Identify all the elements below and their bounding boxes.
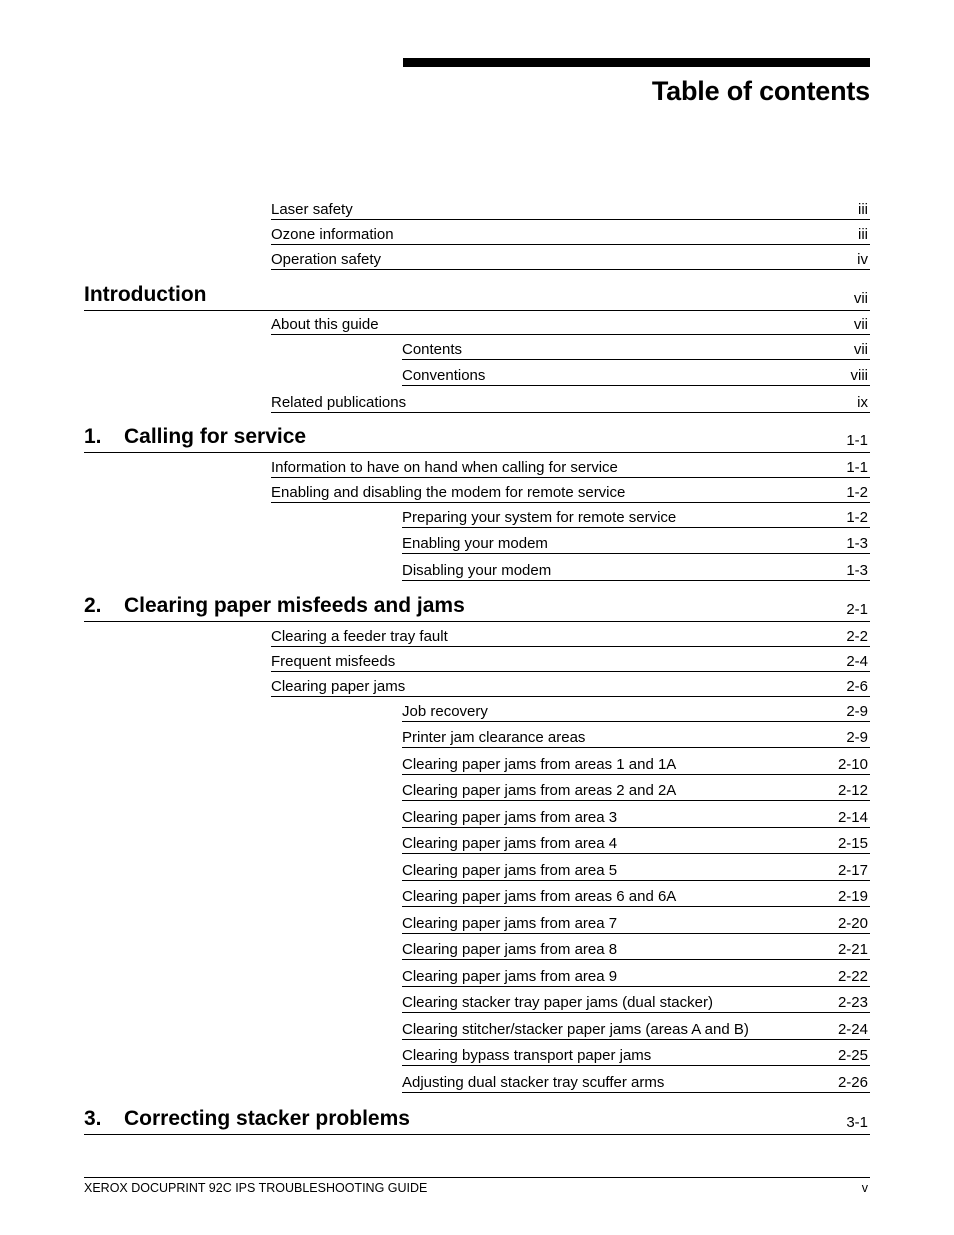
toc-entry-page: 1-1 bbox=[846, 459, 868, 476]
toc-entry-label: Frequent misfeeds bbox=[271, 653, 396, 670]
toc-entry-page: 2-21 bbox=[837, 941, 868, 958]
toc-entry-label: Clearing paper jams from area 8 bbox=[402, 941, 618, 958]
toc-entry-page: 1-2 bbox=[846, 484, 868, 501]
toc-entry-page: 1-2 bbox=[846, 509, 868, 526]
toc-entry-label: Clearing paper jams from areas 1 and 1A bbox=[402, 756, 677, 773]
toc-entry-page: iii bbox=[858, 201, 868, 218]
toc-entry-label: Adjusting dual stacker tray scuffer arms bbox=[402, 1074, 665, 1091]
footer-page-number: v bbox=[861, 1181, 868, 1195]
toc-entry[interactable] bbox=[402, 528, 870, 554]
toc-entry-label: Clearing paper jams from areas 2 and 2A bbox=[402, 782, 677, 799]
section-introduction[interactable] bbox=[84, 280, 870, 311]
toc-entry-operation-safety[interactable] bbox=[271, 245, 870, 270]
toc-entry-page: 2-26 bbox=[837, 1074, 868, 1091]
section-page: vii bbox=[853, 290, 868, 307]
toc-entry-about-this-guide[interactable] bbox=[271, 311, 870, 335]
toc-entry-label: Preparing your system for remote service bbox=[402, 509, 677, 526]
toc-entry-page: 2-6 bbox=[846, 678, 868, 695]
section-page: 1-1 bbox=[846, 432, 868, 449]
toc-entry-page: 2-12 bbox=[837, 782, 868, 799]
chapter-number: 2. bbox=[84, 594, 102, 617]
toc-entry-label: Clearing stitcher/stacker paper jams (areas A and B) bbox=[402, 1021, 749, 1038]
toc-entry[interactable] bbox=[402, 1013, 870, 1040]
toc-entry-label: Clearing paper jams bbox=[271, 678, 406, 695]
toc-entry-label: Job recovery bbox=[402, 703, 488, 720]
toc-entry-contents[interactable] bbox=[402, 335, 870, 360]
toc-entry-page: 2-4 bbox=[846, 653, 868, 670]
toc-entry-label: Enabling and disabling the modem for remote service bbox=[271, 484, 626, 501]
toc-entry-conventions[interactable] bbox=[402, 360, 870, 386]
toc-entry[interactable] bbox=[402, 697, 870, 722]
section-title: Clearing paper misfeeds and jams bbox=[124, 594, 465, 617]
chapter-number: 1. bbox=[84, 425, 102, 448]
toc-entry-laser-safety[interactable] bbox=[271, 196, 870, 220]
toc-entry[interactable] bbox=[402, 722, 870, 748]
section-title: Introduction bbox=[84, 283, 207, 306]
toc-entry[interactable] bbox=[402, 960, 870, 987]
toc-entry-page: iii bbox=[858, 226, 868, 243]
toc-entry-label: Laser safety bbox=[271, 201, 353, 218]
footer-rule bbox=[84, 1177, 870, 1178]
toc-entry-page: 2-2 bbox=[846, 628, 868, 645]
toc-entry-label: Clearing a feeder tray fault bbox=[271, 628, 448, 645]
toc-entry-label: Clearing paper jams from area 4 bbox=[402, 835, 618, 852]
toc-entry-label: Ozone information bbox=[271, 226, 394, 243]
page-title: Table of contents bbox=[651, 76, 870, 106]
toc-entry[interactable] bbox=[402, 775, 870, 801]
toc-entry-page: 2-19 bbox=[837, 888, 868, 905]
section-chapter-1[interactable] bbox=[84, 422, 870, 453]
toc-entry[interactable] bbox=[271, 453, 870, 478]
toc-entry-page: 2-9 bbox=[846, 703, 868, 720]
toc-entry-page: 2-20 bbox=[837, 915, 868, 932]
toc-entry-page: 2-17 bbox=[837, 862, 868, 879]
toc-entry-page: viii bbox=[850, 367, 868, 384]
toc-entry-label: Operation safety bbox=[271, 251, 382, 268]
toc-entry[interactable] bbox=[271, 672, 870, 697]
toc-entry-label: Clearing paper jams from area 9 bbox=[402, 968, 618, 985]
toc-entry-page: 2-25 bbox=[837, 1047, 868, 1064]
toc-entry-page: 2-14 bbox=[837, 809, 868, 826]
toc-entry[interactable] bbox=[402, 854, 870, 881]
toc-entry-label: Enabling your modem bbox=[402, 535, 548, 552]
toc-entry-page: 2-10 bbox=[837, 756, 868, 773]
toc-entry-label: Related publications bbox=[271, 394, 407, 411]
toc-entry[interactable] bbox=[402, 907, 870, 934]
toc-entry-label: Clearing paper jams from area 5 bbox=[402, 862, 618, 879]
section-chapter-3[interactable] bbox=[84, 1103, 870, 1135]
toc-entry-label: Clearing paper jams from area 3 bbox=[402, 809, 618, 826]
toc-entry-page: vii bbox=[853, 341, 868, 358]
chapter-number: 3. bbox=[84, 1107, 102, 1130]
section-title: Correcting stacker problems bbox=[124, 1107, 410, 1130]
toc-entry-label: Clearing bypass transport paper jams bbox=[402, 1047, 652, 1064]
toc-entry-page: ix bbox=[857, 394, 868, 411]
toc-entry[interactable] bbox=[271, 647, 870, 672]
toc-entry-related-publications[interactable] bbox=[271, 386, 870, 413]
toc-entry-page: 1-3 bbox=[846, 562, 868, 579]
toc-entry-label: Disabling your modem bbox=[402, 562, 552, 579]
toc-entry[interactable] bbox=[402, 881, 870, 907]
toc-entry-page: 2-9 bbox=[846, 729, 868, 746]
toc-entry[interactable] bbox=[402, 801, 870, 828]
toc-entry-label: Printer jam clearance areas bbox=[402, 729, 586, 746]
toc-entry-page: 1-3 bbox=[846, 535, 868, 552]
toc-entry-label: Clearing paper jams from areas 6 and 6A bbox=[402, 888, 677, 905]
toc-entry[interactable] bbox=[402, 934, 870, 960]
footer-title: XEROX DOCUPRINT 92C IPS TROUBLESHOOTING GUIDE bbox=[84, 1181, 428, 1195]
toc-entry-page: 2-15 bbox=[837, 835, 868, 852]
toc-entry-label: Contents bbox=[402, 341, 463, 358]
toc-entry-label: Clearing stacker tray paper jams (dual stacker) bbox=[402, 994, 713, 1011]
toc-entry-label: Information to have on hand when calling for service bbox=[271, 459, 618, 476]
section-title: Calling for service bbox=[124, 425, 307, 448]
toc-entry-page: 2-24 bbox=[837, 1021, 868, 1038]
title-rule bbox=[403, 58, 870, 67]
toc-entry[interactable] bbox=[271, 622, 870, 647]
toc-entry[interactable] bbox=[402, 1066, 870, 1093]
section-chapter-2[interactable] bbox=[84, 591, 870, 622]
toc-entry-ozone-information[interactable] bbox=[271, 220, 870, 245]
toc-entry[interactable] bbox=[402, 748, 870, 775]
toc-entry-page: 2-23 bbox=[837, 994, 868, 1011]
toc-entry-page: vii bbox=[853, 316, 868, 333]
toc-entry-page: iv bbox=[857, 251, 868, 268]
toc-entry[interactable] bbox=[402, 554, 870, 581]
toc-entry[interactable] bbox=[402, 987, 870, 1013]
toc-entry[interactable] bbox=[271, 478, 870, 503]
toc-entry[interactable] bbox=[402, 1040, 870, 1066]
toc-entry-page: 2-22 bbox=[837, 968, 868, 985]
toc-entry-label: About this guide bbox=[271, 316, 379, 333]
toc-entry-label: Conventions bbox=[402, 367, 486, 384]
section-page: 2-1 bbox=[846, 601, 868, 618]
toc-entry-label: Clearing paper jams from area 7 bbox=[402, 915, 618, 932]
section-page: 3-1 bbox=[846, 1114, 868, 1131]
toc-entry[interactable] bbox=[402, 503, 870, 528]
toc-entry[interactable] bbox=[402, 828, 870, 854]
